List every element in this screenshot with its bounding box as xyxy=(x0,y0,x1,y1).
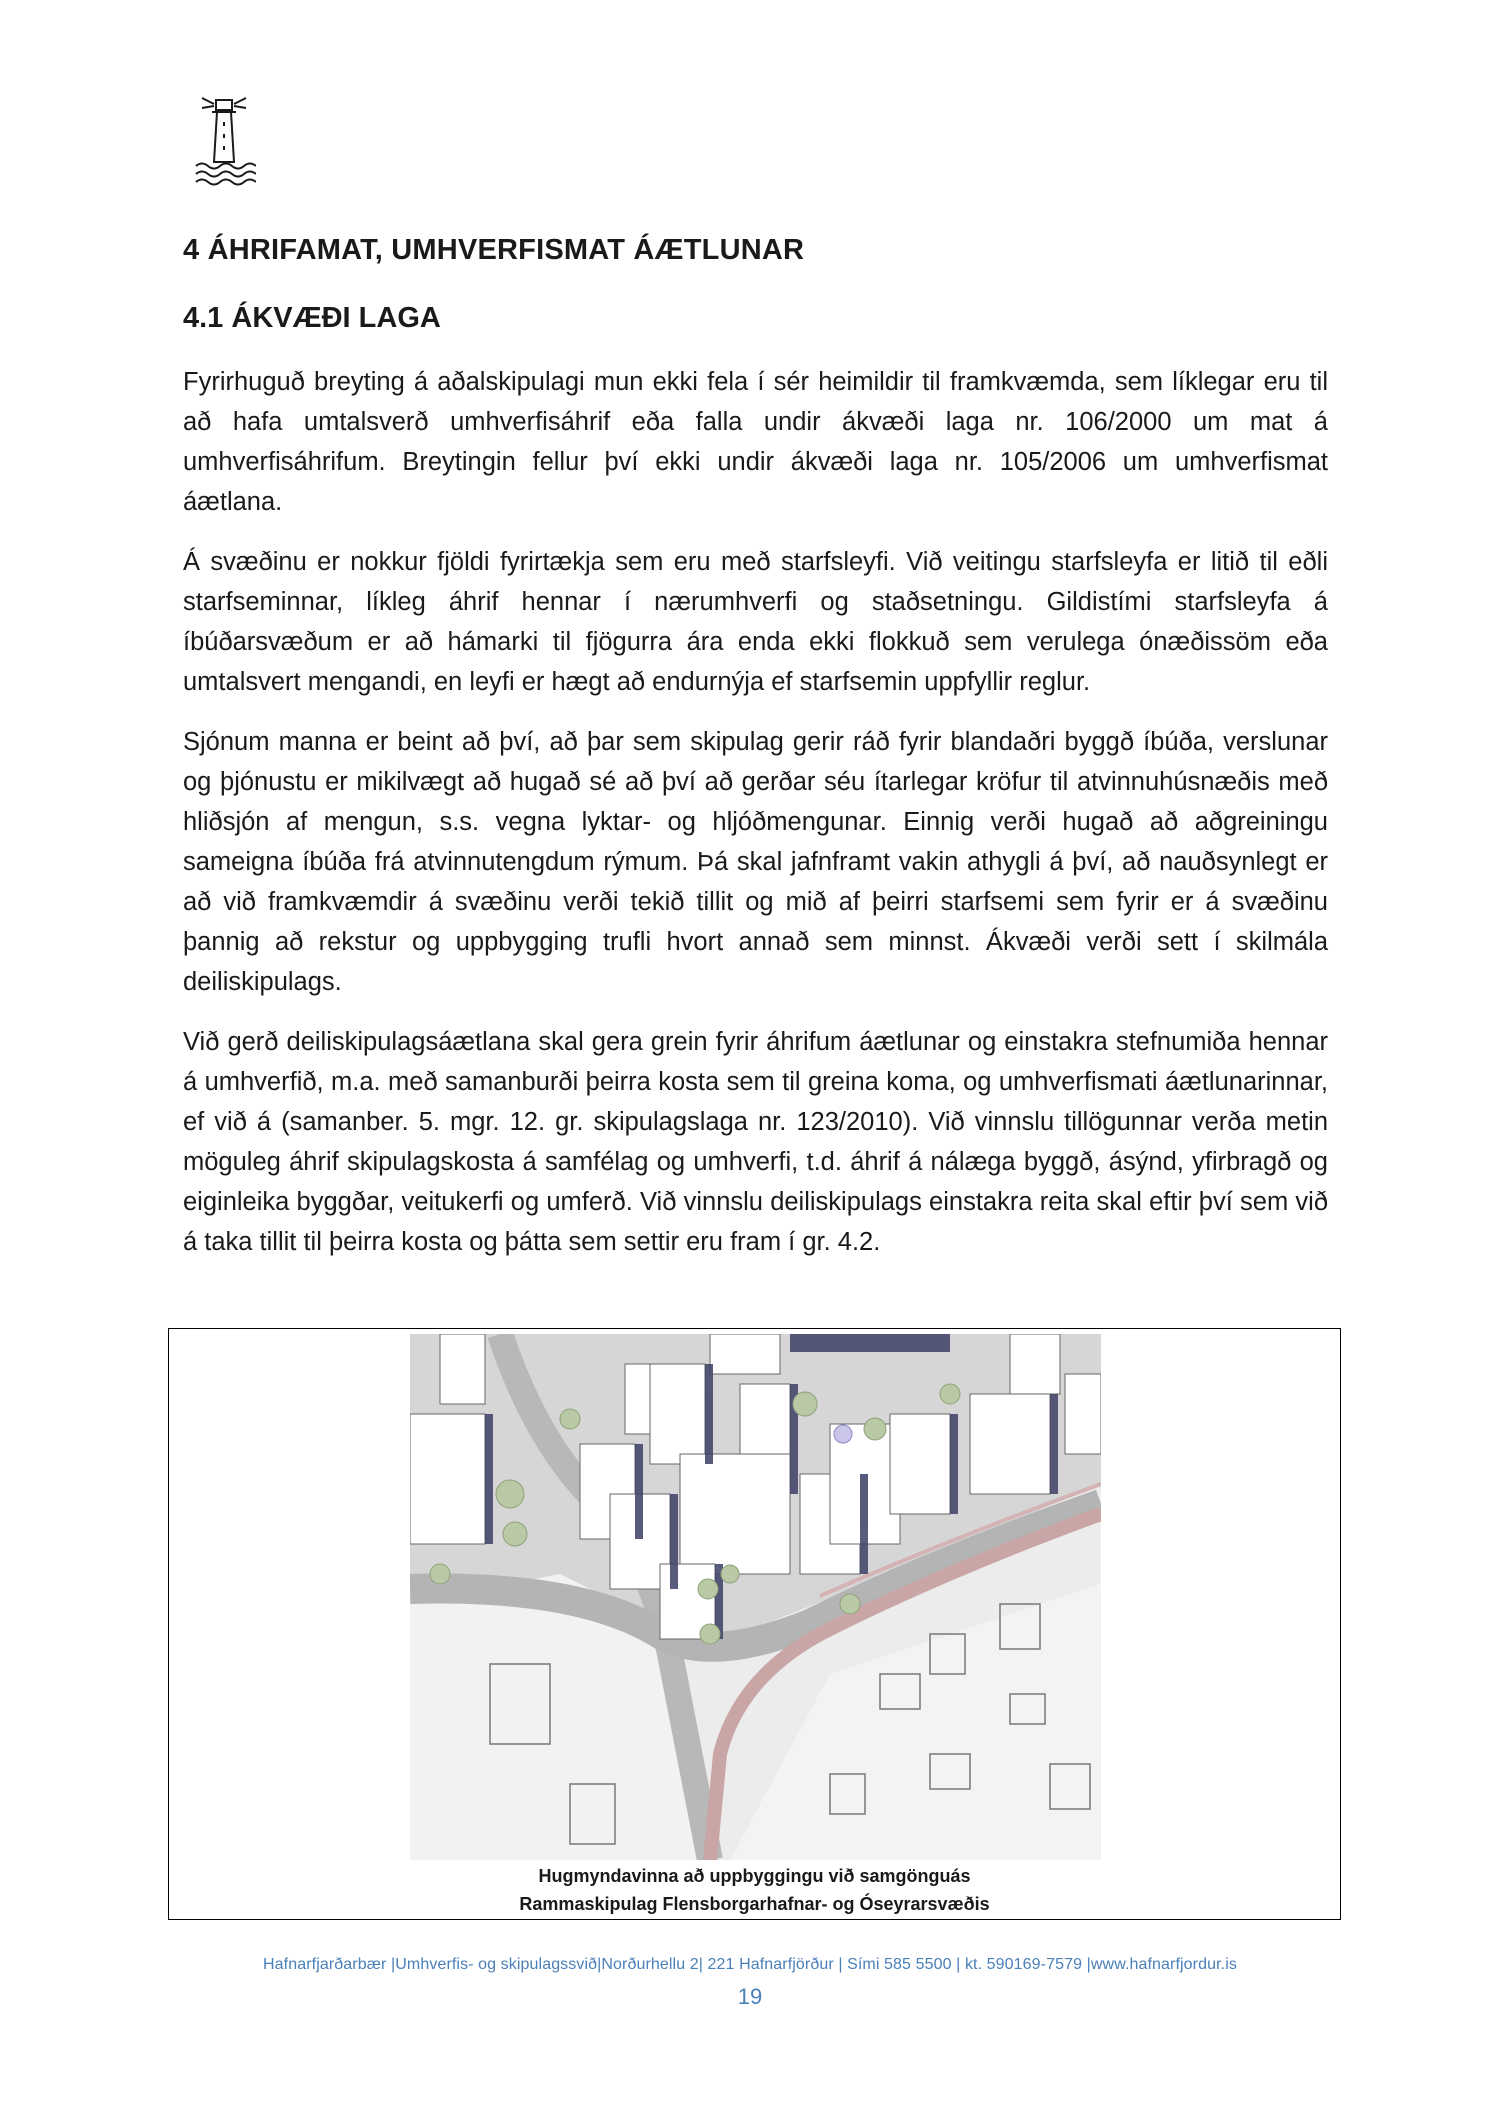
caption-line-2: Rammaskipulag Flensborgarhafnar- og Óseyrarsvæðis xyxy=(519,1894,990,1914)
caption-line-1: Hugmyndavinna að uppbyggingu við samgönguás xyxy=(538,1866,971,1886)
subsection-heading: 4.1 ÁKVÆÐI LAGA xyxy=(183,302,441,334)
paragraph: Fyrirhuguð breyting á aðalskipulagi mun ekki fela í sér heimildir til framkvæmda, sem líklegar eru til að hafa umtalsverð umhverfisáhrif eða falla undir ákvæði laga nr. 106/2000 um mat á umhverfisáhrifum. Breytingin fellur því ekki undir ákvæði laga nr. 105/2006 um umhverfismat áætlana. xyxy=(183,368,1328,516)
paragraph: Sjónum manna er beint að því, að þar sem skipulag gerir ráð fyrir blandaðri byggð íbúða, verslunar og þjónustu er mikilvægt að hugað sé að því að gerðar séu ítarlegar kröfur til atvinnuhúsnæðis með hliðsjón af mengun, s.s. vegna lyktar- og hljóðmengunar. Einnig verði hugað að aðgreiningu sameigna íbúða frá atvinnutengdum rýmum. Þá skal jafnframt vakin athygli á því, að nauðsynlegt er að við framkvæmdir á svæðinu verði tekið tillit og mið af þeirri starfsemi sem fyrir er á svæðinu þannig að rekstur og uppbygging trufli hvort annað sem minnst. Ákvæði verði sett í skilmála deiliskipulags. xyxy=(183,728,1328,996)
lighthouse-logo-icon xyxy=(192,92,256,188)
paragraph: Á svæðinu er nokkur fjöldi fyrirtækja sem eru með starfsleyfi. Við veitingu starfsleyfa er litið til eðli starfseminnar, líkleg áhrif hennar í nærumhverfi og staðsetningu. Gildistími starfsleyfa á íbúðarsvæðum er að hámarki til fjögurra ára enda ekki flokkuð sem verulega ónæðissöm eða umtalsvert mengandi, en leyfi er hægt að endurnýja ef starfsemin uppfyllir reglur. xyxy=(183,548,1328,696)
paragraph: Við gerð deiliskipulagsáætlana skal gera grein fyrir áhrifum áætlunar og einstakra stefnumiða hennar á umhverfið, m.a. með samanburði þeirra kosta sem til greina koma, og umhverfismati áætlunarinnar, ef við á (samanber. 5. mgr. 12. gr. skipulagslaga nr. 123/2010). Við vinnslu tillögunnar verða metin möguleg áhrif skipulagskosta á samfélag og umhverfi, t.d. áhrif á nálæga byggð, ásýnd, yfirbragð og eiginleika byggðar, veitukerfi og umferð. Við vinnslu deiliskipulags einstakra reita skal eftir því sem við á taka tillit til þeirra kosta og þátta sem settir eru fram í gr. 4.2. xyxy=(183,1028,1328,1256)
site-plan-image xyxy=(410,1334,1101,1860)
body-text xyxy=(183,362,1328,1282)
page-number: 19 xyxy=(737,1984,763,2009)
section-heading: 4 ÁHRIFAMAT, UMHVERFISMAT ÁÆTLUNAR xyxy=(183,234,805,266)
footer-contact: Hafnarfjarðarbær |Umhverfis- og skipulagssvið|Norðurhellu 2| 221 Hafnarfjörður | Sími 585 5500 | kt. 590169-7579 |www.hafnarfjordur.is xyxy=(263,1956,1237,1973)
figure-caption xyxy=(168,1862,1341,1918)
